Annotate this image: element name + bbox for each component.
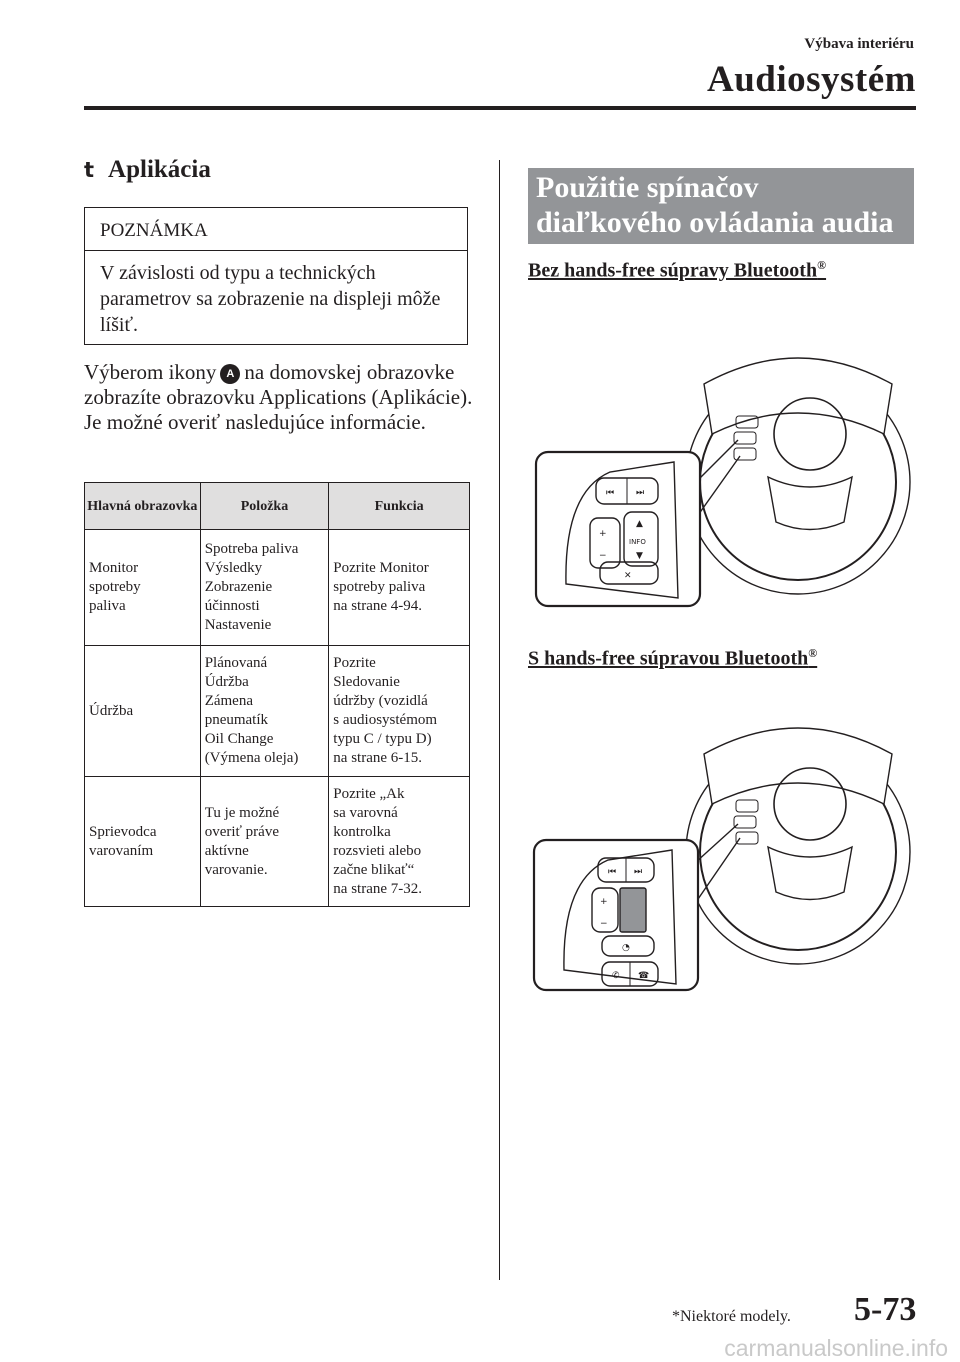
- section-heading: [84, 156, 211, 184]
- note-title: POZNÁMKA: [100, 220, 208, 241]
- chapter-title: Audiosystém: [706, 59, 916, 100]
- next-track-icon: ⏭: [636, 488, 645, 498]
- intro-text-after: na domovskej obrazovke zobrazíte obrazovku Applications (Aplikácie). Je možné overiť nasledujúce informácie.: [84, 360, 473, 434]
- section-title-line1: Použitie spínačov: [536, 171, 759, 204]
- table-row: [85, 530, 470, 646]
- volume-up-icon: +: [599, 529, 607, 539]
- steering-wheel-illustration-2: [528, 712, 914, 997]
- column-divider: [499, 160, 500, 1280]
- up-arrow-icon: ▲: [636, 519, 643, 529]
- table-cell: Údržba: [85, 646, 201, 777]
- table-cell: Sprievodca varovaním: [85, 777, 201, 907]
- next-track-icon: ⏭: [634, 867, 643, 877]
- note-text: V závislosti od typu a technických parametrov sa zobrazenie na displeji môže líšiť.: [100, 262, 441, 336]
- section-bullet: t: [84, 158, 95, 182]
- section-title-box: [528, 168, 914, 244]
- header-rule: [84, 106, 916, 110]
- table-header: Položka: [200, 483, 329, 530]
- volume-down-icon: −: [600, 919, 608, 929]
- subheading-with-bluetooth: [528, 646, 817, 671]
- registered-mark: ®: [817, 258, 827, 272]
- table-cell: Plánovaná Údržba Zámena pneumatík Oil Change (Výmena oleja): [200, 646, 329, 777]
- steering-wheel-illustration-1: [528, 322, 914, 612]
- table-cell: Monitor spotreby paliva: [85, 530, 201, 646]
- subheading-without-bluetooth: [528, 258, 826, 283]
- table-header: Funkcia: [329, 483, 470, 530]
- intro-text-before: Výberom ikony: [84, 360, 217, 384]
- voice-recognition-icon: ◔: [622, 943, 630, 953]
- table-row: [85, 646, 470, 777]
- note-divider: [85, 250, 467, 251]
- table-cell: Spotreba paliva Výsledky Zobrazenie účinnosti Nastavenie: [200, 530, 329, 646]
- apps-icon: A: [220, 364, 240, 384]
- info-button-label: INFO: [629, 538, 646, 546]
- registered-mark: ®: [808, 646, 818, 660]
- down-arrow-icon: ▼: [636, 551, 643, 561]
- page-number: 5-73: [854, 1291, 917, 1328]
- table-header-row: [85, 483, 470, 530]
- mute-icon: ✕: [624, 571, 632, 581]
- info-table: [84, 482, 470, 907]
- footnote: *Niektoré modely.: [672, 1308, 791, 1325]
- subheading-text: S hands-free súpravou Bluetooth: [528, 647, 809, 670]
- section-title-line2: diaľkového ovládania audia: [536, 206, 894, 239]
- hang-up-icon: ☎: [638, 971, 650, 981]
- previous-track-icon: ⏮: [608, 867, 617, 877]
- table-cell: Tu je možné overiť práve aktívne varovanie.: [200, 777, 329, 907]
- intro-paragraph: [84, 360, 484, 435]
- section-heading-text: Aplikácia: [108, 156, 211, 183]
- table-cell: Pozrite „Ak sa varovná kontrolka rozsvieti alebo začne blikať“ na strane 7-32.: [329, 777, 470, 907]
- watermark: carmanualsonline.info: [724, 1335, 948, 1361]
- note-box: [84, 207, 468, 345]
- table-cell: Pozrite Monitor spotreby paliva na strane 4-94.: [329, 530, 470, 646]
- table-row: [85, 777, 470, 907]
- volume-down-icon: −: [599, 551, 607, 561]
- previous-track-icon: ⏮: [606, 488, 615, 498]
- subheading-text: Bez hands-free súpravy Bluetooth: [528, 259, 818, 282]
- chapter-subtitle: Výbava interiéru: [804, 36, 914, 52]
- volume-up-icon: +: [600, 897, 608, 907]
- table-header: Hlavná obrazovka: [85, 483, 201, 530]
- table-cell: Pozrite Sledovanie údržby (vozidlá s audiosystémom typu C / typu D) na strane 6-15.: [329, 646, 470, 777]
- pick-up-icon: ✆: [612, 971, 620, 981]
